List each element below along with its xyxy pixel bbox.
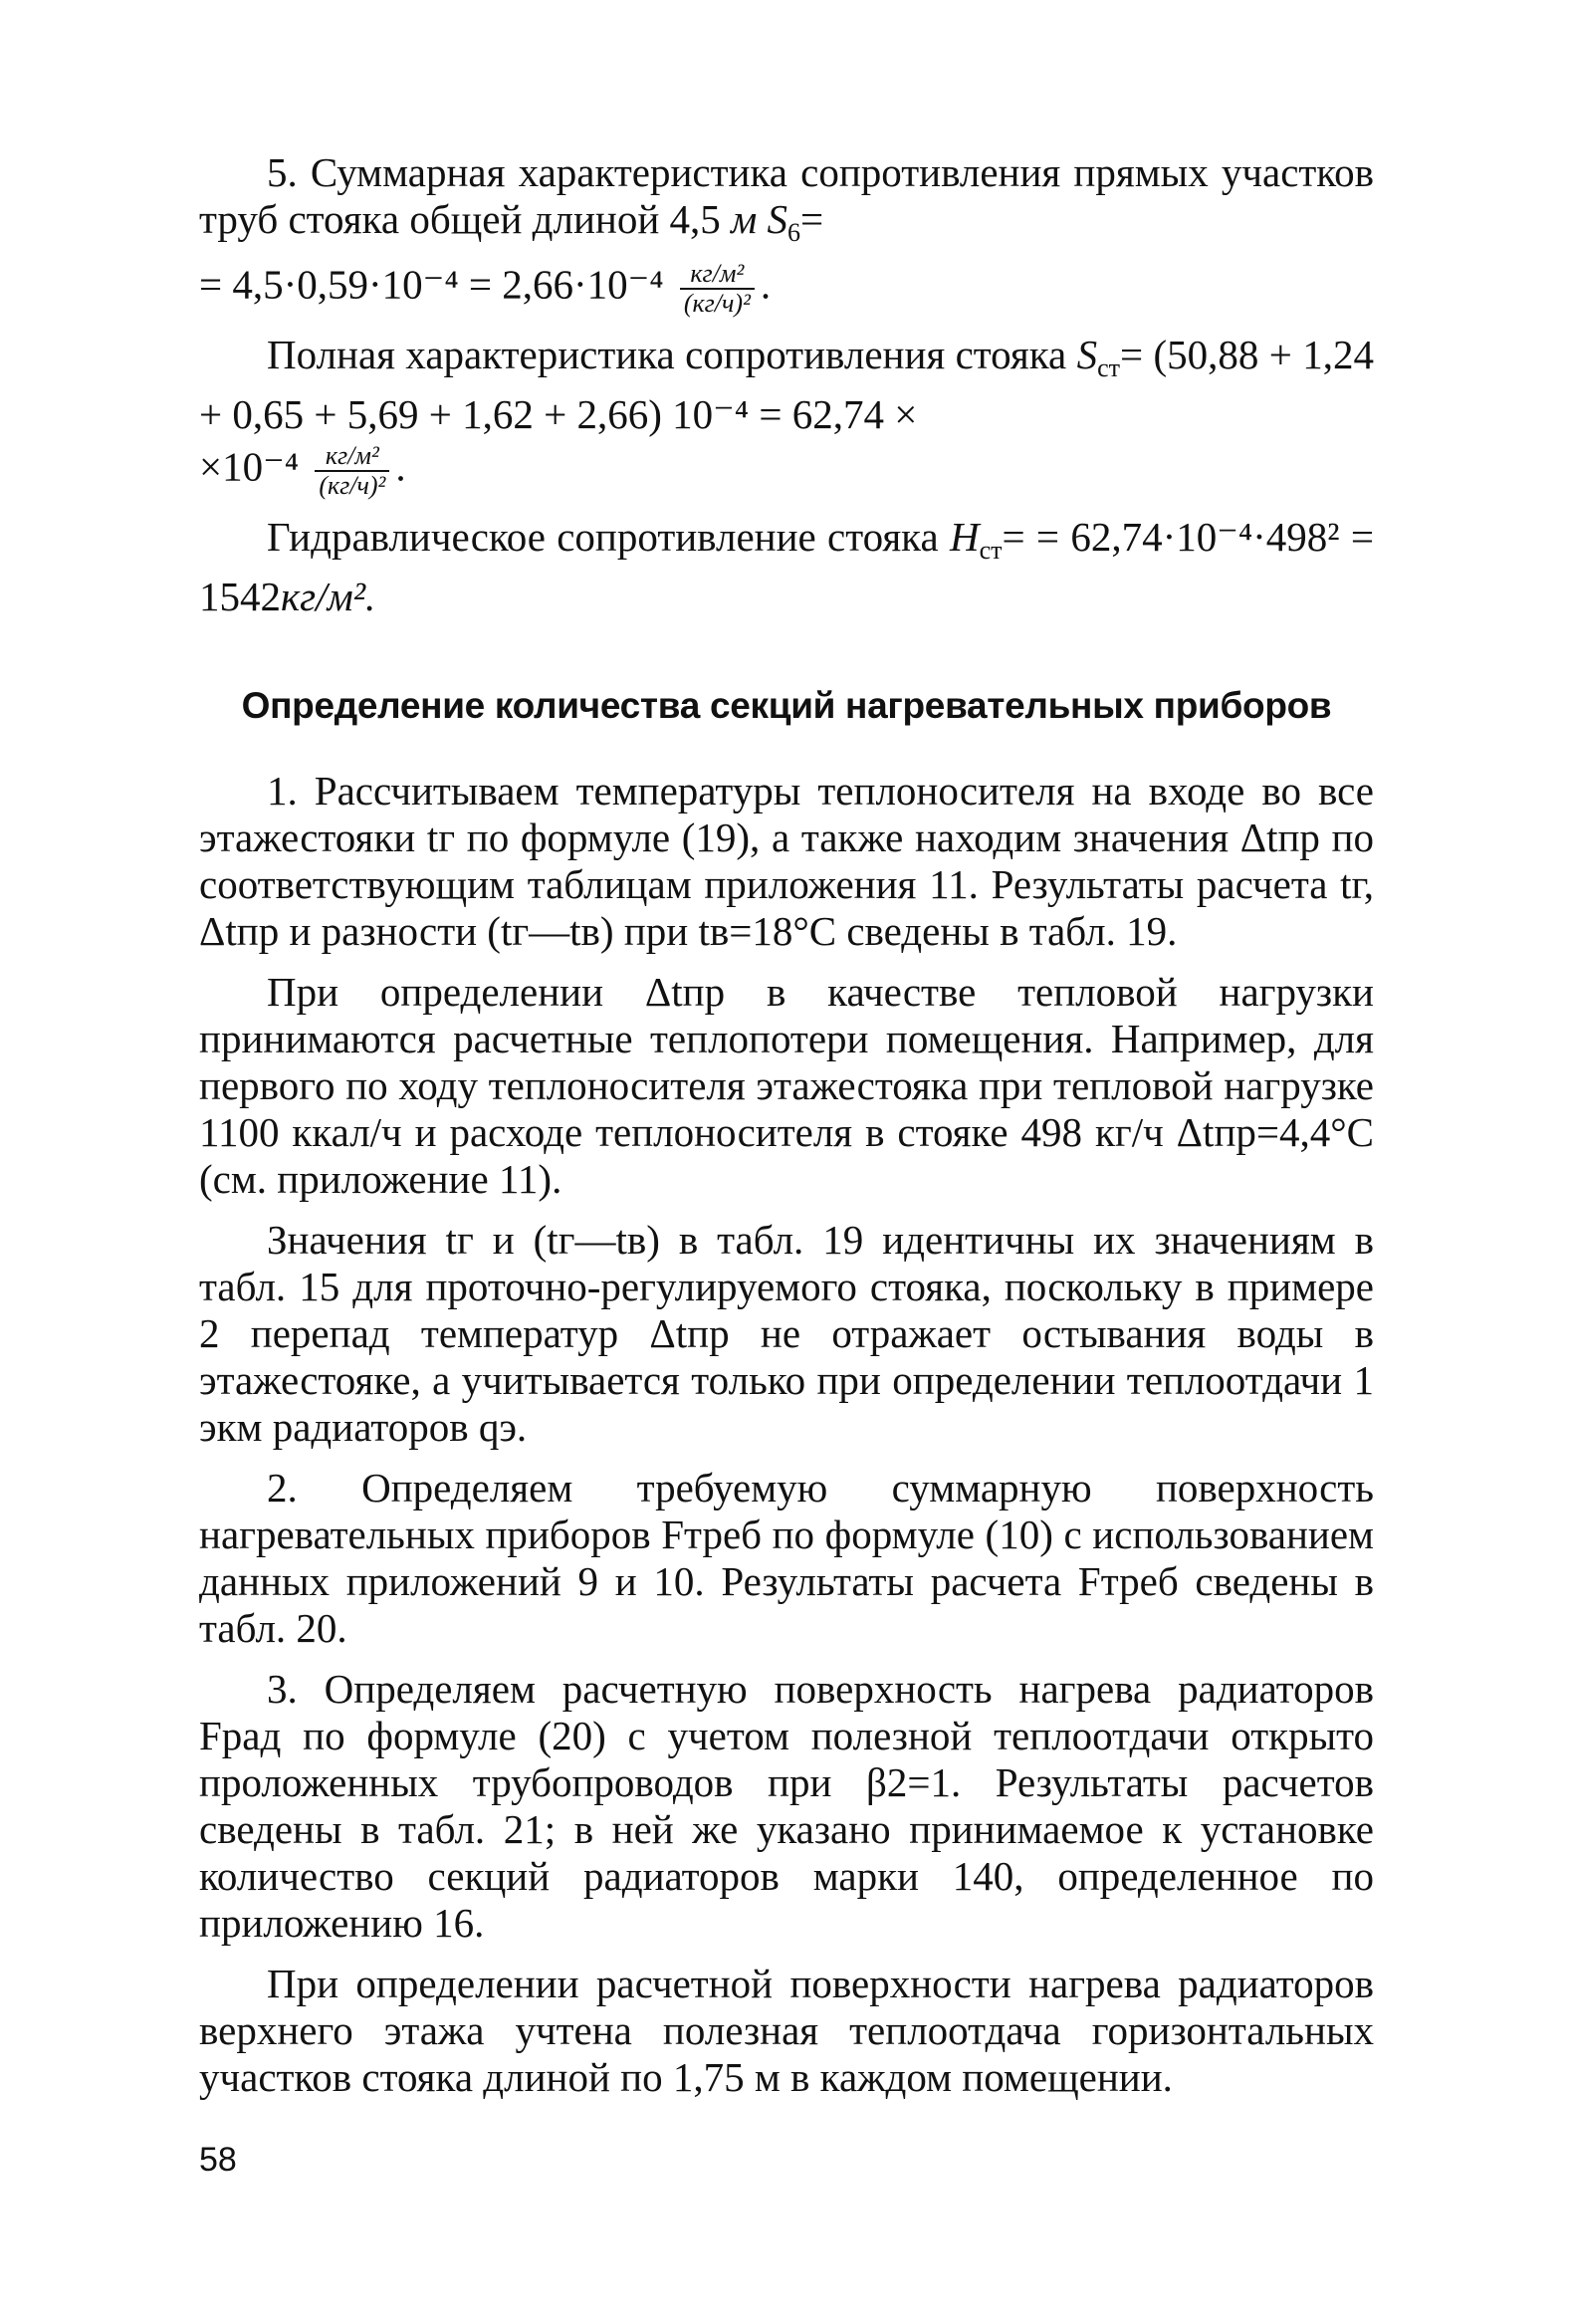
full-char-formula2: ×10⁻⁴ — [199, 443, 300, 490]
fraction-denominator: (кг/ч)² — [319, 471, 386, 500]
paragraph-5: 3. Определяем расчетную поверхность нагрева радиаторов Fрад по формуле (20) с учетом полезной теплоотдачи открыто проложенных трубопроводов при β2=1. Результаты расчетов сведены в табл. 21; в ней же указано принимаемое к установке количество секций радиаторов марки 140, определенное по приложению 16. — [199, 1666, 1374, 1946]
paragraph-2: При определении Δtпр в качестве тепловой нагрузки принимаются расчетные теплопотери помещения. Например, для первого по ходу теплоносителя этажестояка при тепловой нагрузке 1100 ккал/ч и расходе теплоносителя в стояке 498 кг/ч Δtпр=4,4°С (см. приложение 11). — [199, 969, 1374, 1202]
hydro-paragraph — [199, 514, 1374, 620]
full-char-formula-line: ×10⁻⁴ $\frac{\text{кг/м²}}{\text{(кг/ч)²}}$ . — [199, 441, 406, 500]
fraction-numerator: кг/м² — [680, 260, 755, 290]
page-number: 58 — [199, 2141, 237, 2179]
hydro-eq: = — [1002, 514, 1025, 560]
full-char-text: Полная характеристика сопротивления стояка — [267, 332, 1067, 377]
hydro-h-sub: ст — [979, 536, 1003, 565]
item5-s-var: S — [767, 196, 787, 242]
paragraph-6: При определении расчетной поверхности нагрева радиаторов верхнего этажа учтена полезная теплоотдача горизонтальных участков стояка длиной по 1,75 м в каждом помещении. — [199, 1961, 1374, 2100]
full-char-s-sub: ст — [1097, 353, 1121, 382]
item5-fraction — [680, 260, 755, 318]
hydro-unit: кг/м². — [281, 574, 376, 619]
paragraph-3: Значения tг и (tг—tв) в табл. 19 идентичны их значениям в табл. 15 для проточно-регулируемого стояка, поскольку в примере 2 перепад температур Δtпр не отражает остывания воды в этажестояке, а учитывается только при определении теплоотдачи 1 экм радиаторов qэ. — [199, 1217, 1374, 1450]
item5-paragraph — [199, 149, 1374, 256]
full-char-eq: = — [1120, 332, 1144, 377]
full-char-paragraph — [199, 332, 1374, 438]
hydro-formula: = 62,74·10⁻⁴·498² = 1542 — [199, 514, 1375, 619]
fraction-numerator: кг/м² — [315, 442, 389, 472]
section-heading: Определение количества секций нагревательных приборов — [241, 685, 1332, 726]
item5-unit: м — [731, 196, 758, 242]
hydro-text: Гидравлическое сопротивление стояка — [267, 514, 939, 560]
paragraph-4: 2. Определяем требуемую суммарную поверхность нагревательных приборов Fтреб по формуле (10) с использованием данных приложений 9 и 10. Результаты расчета Fтреб сведены в табл. 20. — [199, 1465, 1374, 1651]
item5-s-sub: 6 — [786, 218, 800, 247]
page-body — [199, 149, 1374, 2101]
paragraph-1: 1. Рассчитываем температуры теплоносителя на входе во все этажестояки tг по формуле (19), а также находим значения Δtпр по соответствующим таблицам приложения 11. Результаты расчета tг, Δtпр и разности (tг—tв) при tв=18°С сведены в табл. 19. — [199, 768, 1374, 954]
full-char-s-var: S — [1076, 332, 1098, 377]
item5-eq: = — [799, 196, 824, 242]
item5-formula-text: = 4,5·0,59·10⁻⁴ = 2,66·10⁻⁴ — [199, 261, 664, 308]
full-char-fraction — [315, 442, 389, 500]
fraction-denominator: (кг/ч)² — [683, 289, 751, 318]
hydro-h-var: H — [949, 514, 980, 560]
item5-formula: = 4,5·0,59·10⁻⁴ = 2,66·10⁻⁴ $\frac{\text{кг/м²}}{\text{(кг/ч)²}}$ . — [199, 259, 772, 318]
full-char-formula: (50,88 + 1,24 + 0,65 + 5,69 + 1,62 + 2,66) 10⁻⁴ = 62,74 × — [199, 332, 1375, 437]
item5-text: 5. Суммарная характеристика сопротивления прямых участков труб стояка общей длиной 4,5 — [199, 149, 1374, 242]
